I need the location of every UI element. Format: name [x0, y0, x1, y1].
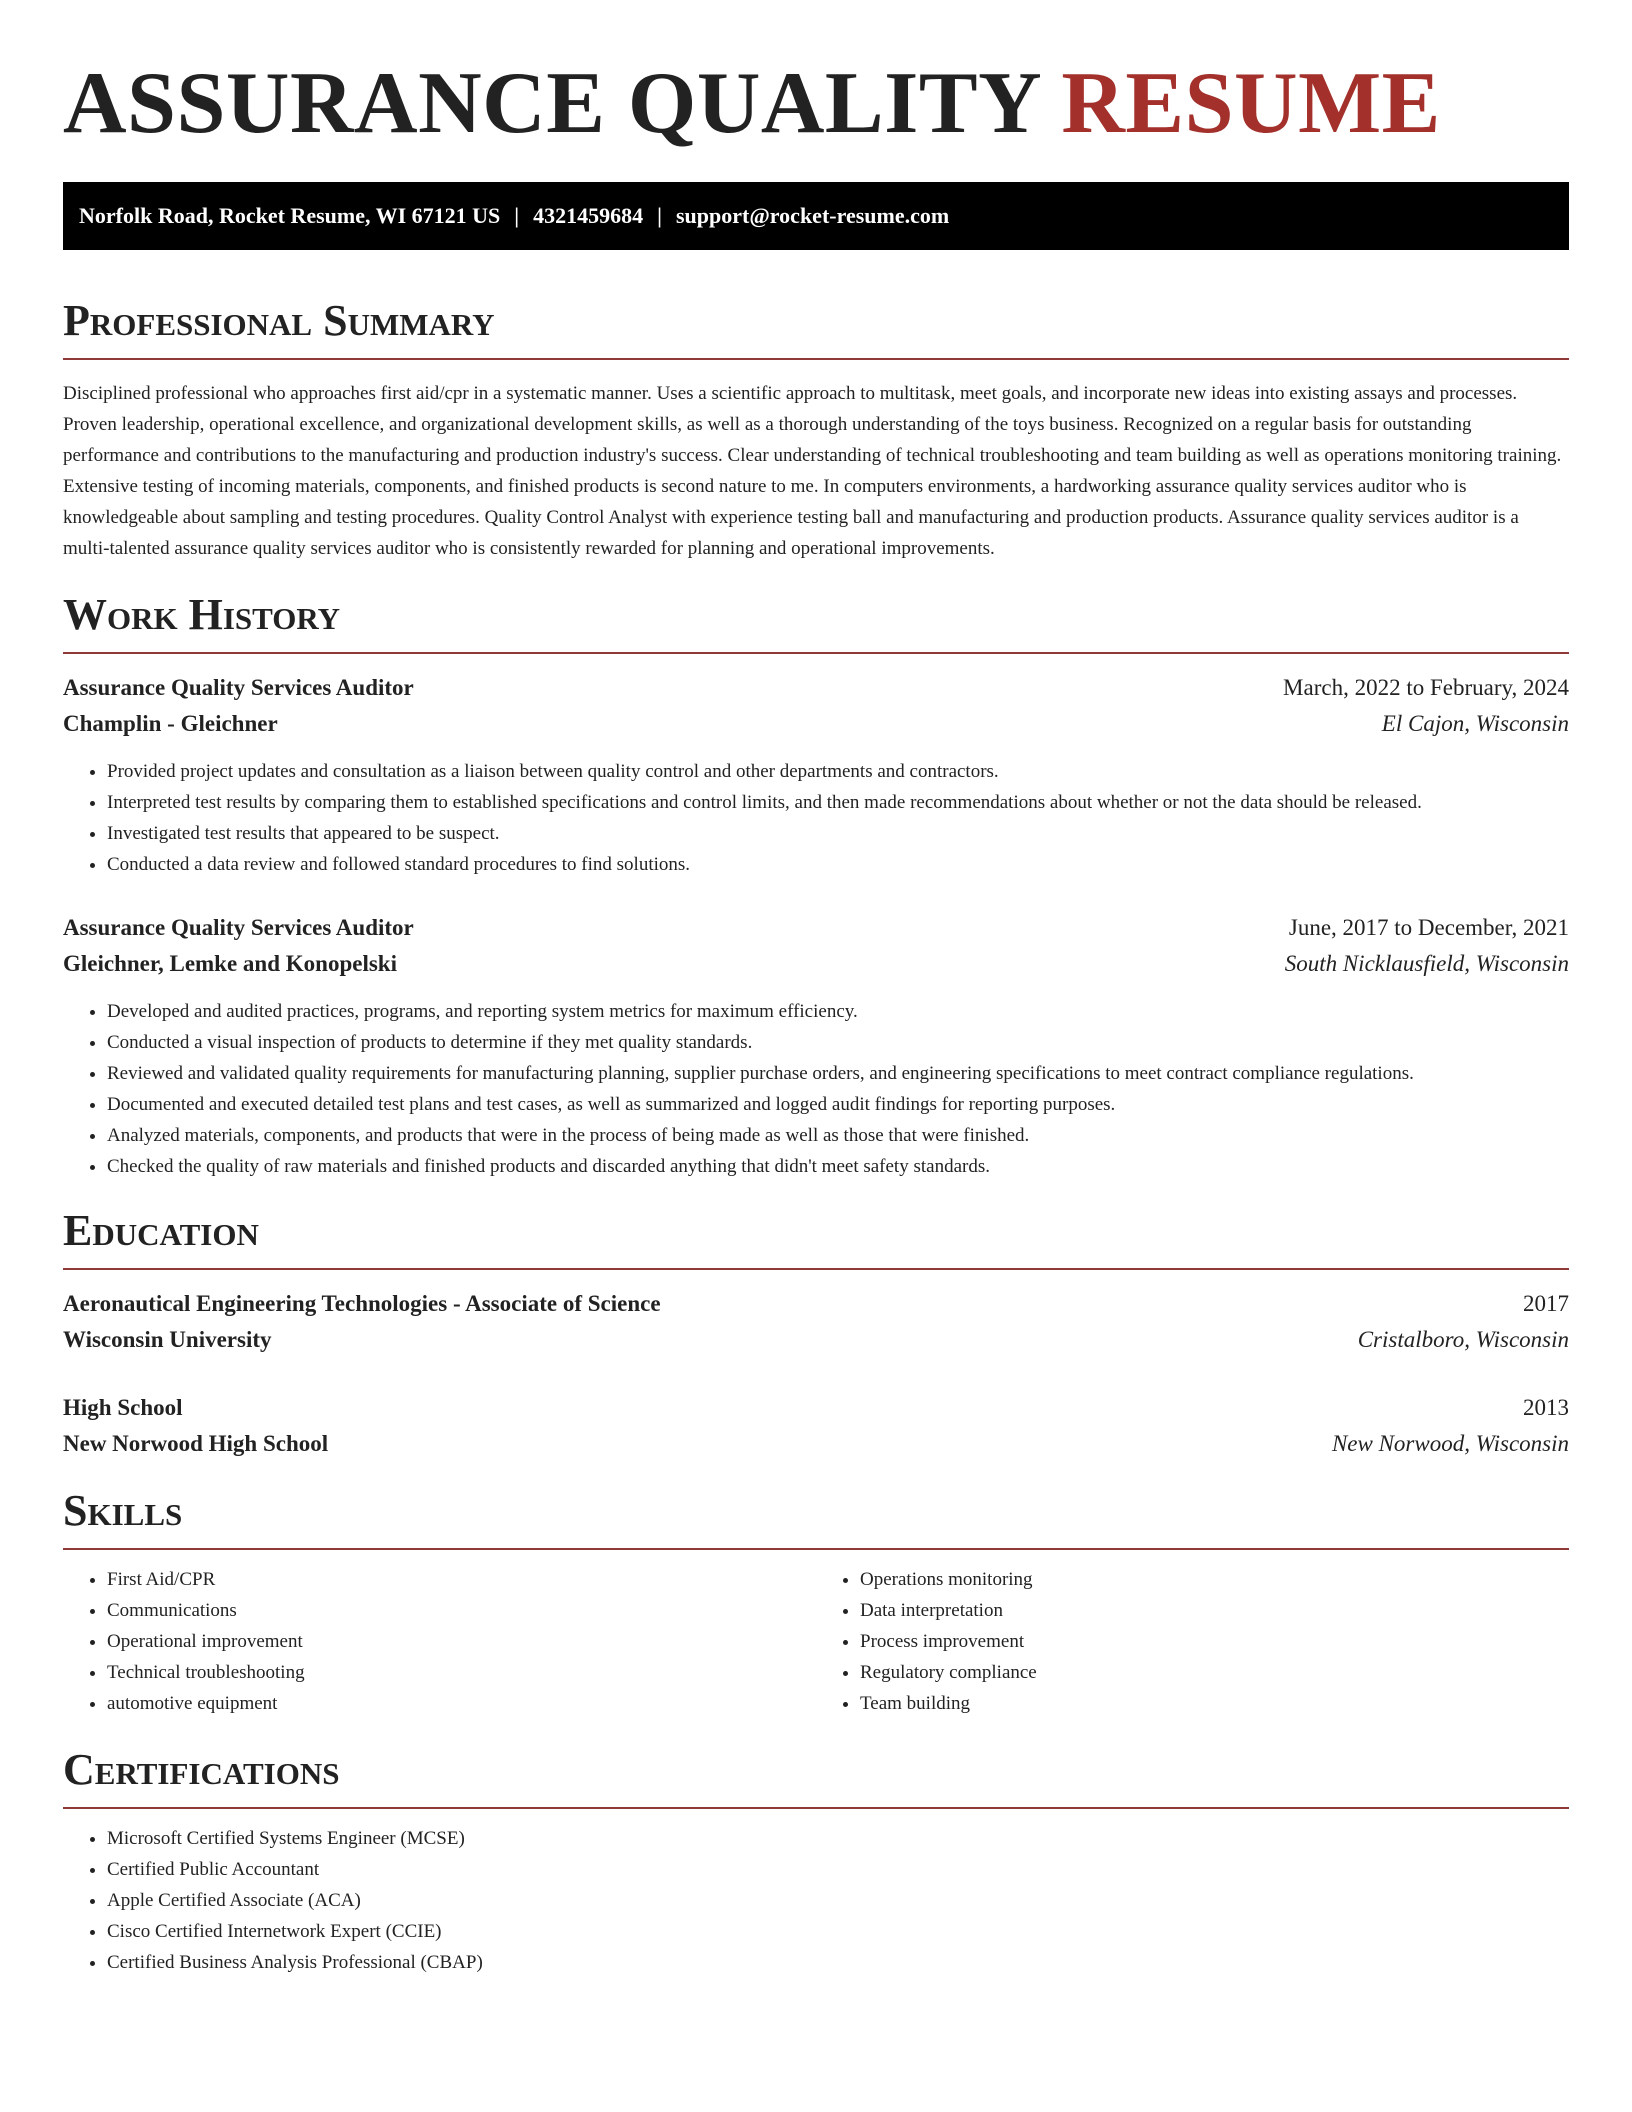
section-title-education: Education: [63, 1206, 259, 1255]
job-dates: March, 2022 to February, 2024: [1283, 675, 1569, 700]
job-company: Champlin - Gleichner: [63, 711, 278, 736]
education-section: [63, 1206, 1569, 1462]
list-item: • Operational improvement: [107, 1626, 816, 1657]
section-divider: [63, 1268, 1569, 1270]
education-location: Cristalboro, Wisconsin: [1357, 1327, 1569, 1352]
list-item: • Investigated test results that appeared to be suspect.: [107, 818, 1569, 849]
list-item: • Regulatory compliance: [860, 1657, 1569, 1688]
list-item: • Reviewed and validated quality requirements for manufacturing planning, supplier purchase orders, and engineering specifications to meet contract compliance regulations.: [107, 1058, 1569, 1089]
job-bullets: [63, 996, 1569, 1182]
job-entry: [63, 670, 1569, 880]
job-entry: [63, 910, 1569, 1182]
education-school-row: [63, 1322, 1569, 1358]
contact-bar: [63, 182, 1569, 250]
contact-email[interactable]: support@rocket-resume.com: [675, 203, 950, 228]
skills-list-right: [816, 1564, 1569, 1719]
skills-list-left: [63, 1564, 816, 1719]
section-title-summary: Professional Summary: [63, 296, 495, 345]
contact-separator: |: [657, 203, 662, 228]
job-bullets: [63, 756, 1569, 880]
section-divider: [63, 652, 1569, 654]
list-item: • First Aid/CPR: [107, 1564, 816, 1595]
job-header-row: [63, 670, 1569, 706]
education-entry: [63, 1390, 1569, 1462]
summary-text: Disciplined professional who approaches first aid/cpr in a systematic manner. Uses a scientific approach to multitask, meet goals, and incorporate new ideas into existing assays and processes. Proven leadership, operational excellence, and organizational development skills, as well as a thorough understanding of the toys business. Recognized on a regular basis for outstanding performance and contributions to the manufacturing and production industry's success. Clear understanding of technical troubleshooting and team building as well as operations monitoring training. Extensive testing of incoming materials, components, and finished products is second nature to me. In computers environments, a hardworking assurance quality services auditor who is knowledgeable about sampling and testing procedures. Quality Control Analyst with experience testing ball and manufacturing and production products. Assurance quality services auditor is a multi-talented assurance quality services auditor who is consistently rewarded for planning and operational improvements.: [63, 383, 1562, 559]
list-item: • Analyzed materials, components, and products that were in the process of being made as well as those that were finished.: [107, 1120, 1569, 1151]
list-item: • Microsoft Certified Systems Engineer (MCSE): [107, 1823, 1569, 1854]
job-company: Gleichner, Lemke and Konopelski: [63, 951, 397, 976]
certifications-list: [63, 1823, 1569, 1978]
list-item: • Operations monitoring: [860, 1564, 1569, 1595]
list-item: • Team building: [860, 1688, 1569, 1719]
list-item: • Cisco Certified Internetwork Expert (CCIE): [107, 1916, 1569, 1947]
resume-title-main: ASSURANCE QUALITY: [63, 55, 1062, 152]
job-location: El Cajon, Wisconsin: [1381, 711, 1569, 736]
list-item: • Interpreted test results by comparing them to established specifications and control limits, and then made recommendations about whether or not the data should be released.: [107, 787, 1569, 818]
education-degree: High School: [63, 1395, 183, 1420]
contact-separator: |: [514, 203, 520, 228]
list-item: • Technical troubleshooting: [107, 1657, 816, 1688]
list-item: • Conducted a data review and followed standard procedures to find solutions.: [107, 849, 1569, 880]
contact-phone: 4321459684: [533, 203, 644, 228]
work-section: [63, 590, 1569, 1182]
education-year: 2013: [1523, 1395, 1569, 1420]
section-divider: [63, 1548, 1569, 1550]
education-location: New Norwood, Wisconsin: [1331, 1431, 1569, 1456]
education-degree: Aeronautical Engineering Technologies - Associate of Science: [63, 1291, 661, 1316]
resume-title: [63, 56, 1569, 152]
list-item: • Provided project updates and consultation as a liaison between quality control and other departments and contractors.: [107, 756, 1569, 787]
list-item: • Conducted a visual inspection of products to determine if they met quality standards.: [107, 1027, 1569, 1058]
education-school: New Norwood High School: [63, 1431, 329, 1456]
list-item: • Data interpretation: [860, 1595, 1569, 1626]
job-company-row: [63, 706, 1569, 742]
summary-section: [63, 296, 1569, 564]
list-item: • automotive equipment: [107, 1688, 816, 1719]
job-position: Assurance Quality Services Auditor: [63, 675, 414, 700]
contact-address: Norfolk Road, Rocket Resume, WI 67121 US: [79, 203, 501, 228]
section-divider: [63, 1807, 1569, 1809]
list-item: • Certified Business Analysis Professional (CBAP): [107, 1947, 1569, 1978]
list-item: • Apple Certified Associate (ACA): [107, 1885, 1569, 1916]
section-title-certifications: Certifications: [63, 1745, 340, 1794]
education-entry: [63, 1286, 1569, 1358]
education-header-row: [63, 1390, 1569, 1426]
job-dates: June, 2017 to December, 2021: [1288, 915, 1569, 940]
job-company-row: [63, 946, 1569, 982]
list-item: • Developed and audited practices, programs, and reporting system metrics for maximum efficiency.: [107, 996, 1569, 1027]
job-location: South Nicklausfield, Wisconsin: [1284, 951, 1569, 976]
list-item: • Process improvement: [860, 1626, 1569, 1657]
list-item: • Checked the quality of raw materials and finished products and discarded anything that didn't meet safety standards.: [107, 1151, 1569, 1182]
list-item: • Certified Public Accountant: [107, 1854, 1569, 1885]
resume-title-accent: RESUME: [1061, 55, 1441, 152]
education-year: 2017: [1523, 1291, 1569, 1316]
job-position: Assurance Quality Services Auditor: [63, 915, 414, 940]
section-title-skills: Skills: [63, 1486, 183, 1535]
skills-columns: [63, 1564, 1569, 1719]
section-title-work: Work History: [63, 590, 341, 639]
skills-section: [63, 1486, 1569, 1719]
list-item: • Communications: [107, 1595, 816, 1626]
education-school-row: [63, 1426, 1569, 1462]
job-header-row: [63, 910, 1569, 946]
section-divider: [63, 358, 1569, 360]
education-school: Wisconsin University: [63, 1327, 272, 1352]
list-item: • Documented and executed detailed test plans and test cases, as well as summarized and logged audit findings for reporting purposes.: [107, 1089, 1569, 1120]
education-header-row: [63, 1286, 1569, 1322]
certifications-section: [63, 1745, 1569, 1978]
